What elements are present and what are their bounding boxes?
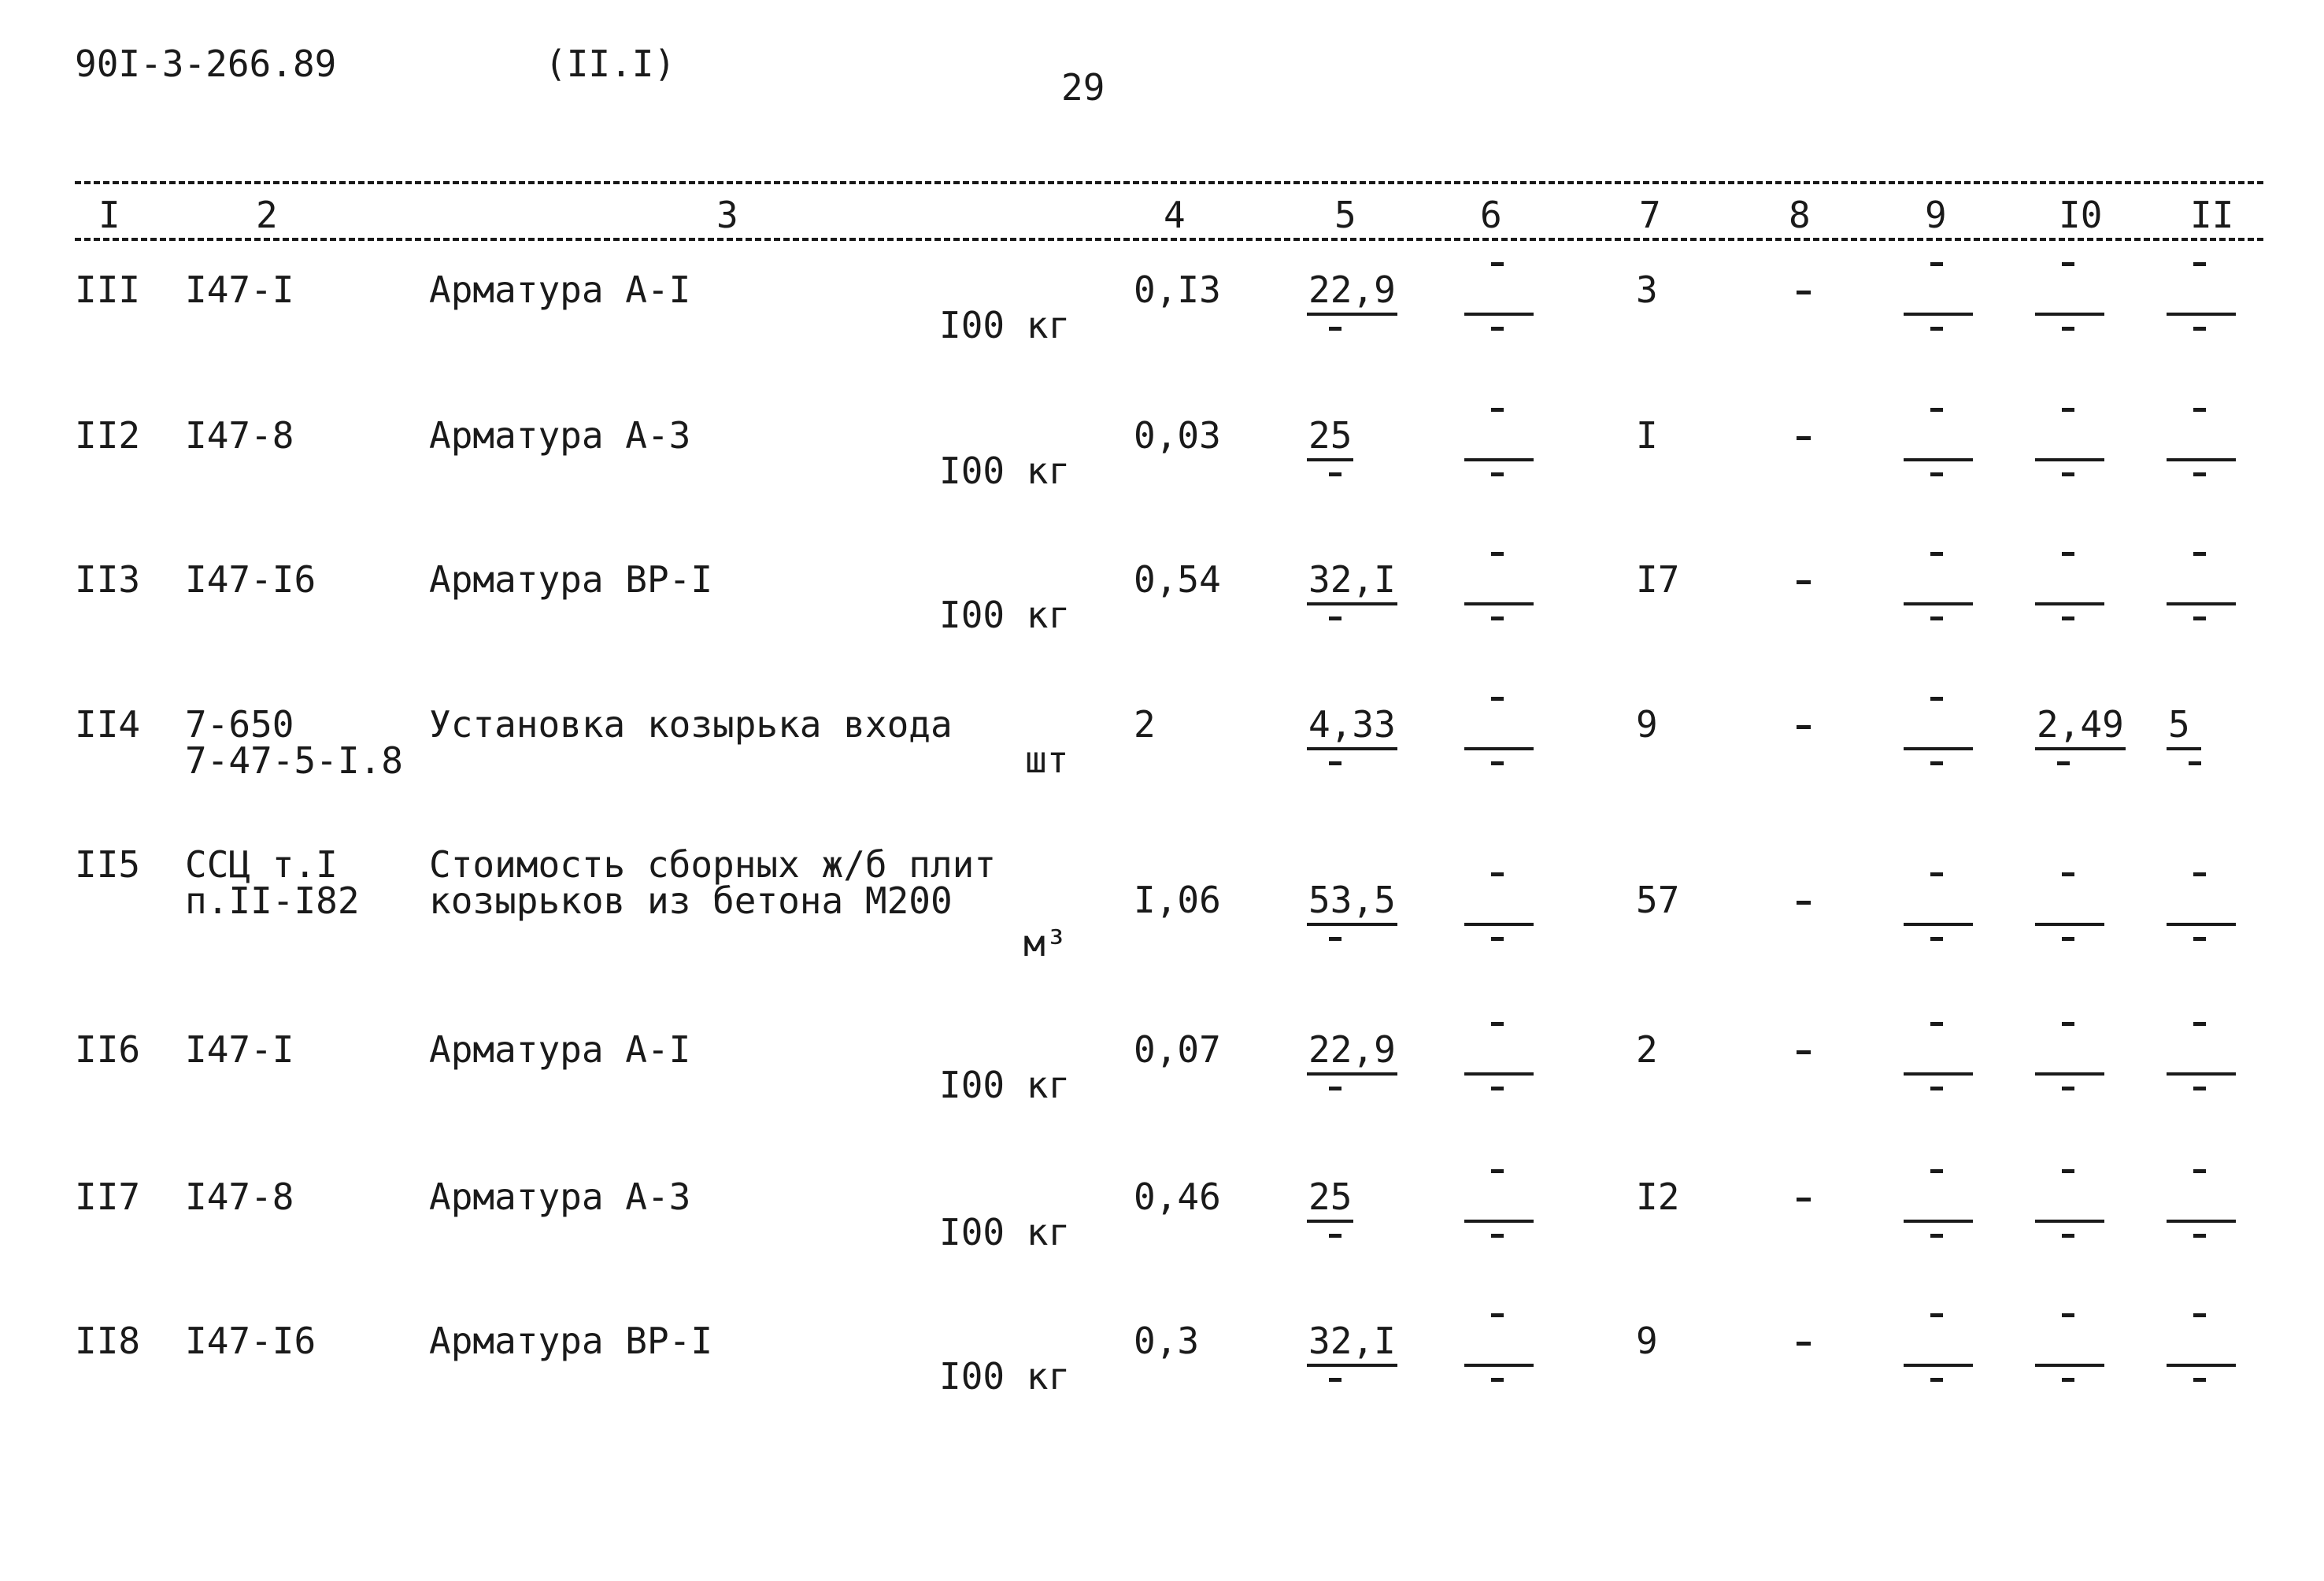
row-quantity: 0,54 [1134,558,1221,601]
col10-fraction-value [2035,1031,2104,1076]
col6-fraction [1464,417,1534,476]
col5-fraction-value: 4,33 [1307,706,1397,750]
empty-mark [2062,408,2074,412]
row-name: Стоимость сборных ж/б плит [429,843,997,886]
col6-fraction [1464,561,1534,620]
col8-dash [1797,436,1811,440]
denominator-dash [2193,472,2206,476]
denominator-dash [1329,472,1341,476]
col5-fraction [1307,703,1397,765]
row-code: 7-650 [185,703,294,746]
col7-value: I2 [1636,1176,1680,1218]
empty-mark [2062,872,2074,876]
col5-fraction [1307,558,1397,620]
row-name: козырьков из бетона М200 [429,879,953,922]
column-header: 5 [1334,194,1356,236]
empty-mark [1491,697,1504,701]
col5-fraction-value: 22,9 [1307,272,1397,316]
col11-fraction [2167,703,2201,765]
row-code: I47-I6 [185,1320,316,1362]
denominator-dash [1930,937,1943,941]
col7-value: 9 [1636,703,1658,746]
col10-fraction-value [2035,272,2104,316]
empty-mark [1491,872,1504,876]
row-unit: I00 кг [939,450,1071,492]
row-quantity: 0,03 [1134,414,1221,457]
denominator-dash [1930,616,1943,620]
col5-fraction [1307,1320,1397,1382]
denominator-dash [1329,1378,1341,1382]
col9-fraction-value [1904,272,1973,316]
col10-fraction [2035,882,2104,941]
row-unit: I00 кг [939,1355,1071,1398]
denominator-dash [2062,327,2074,331]
denominator-dash [1329,616,1341,620]
empty-mark [2062,1313,2074,1317]
col7-value: 57 [1636,879,1680,921]
denominator-dash [2057,761,2070,765]
row-name: Арматура ВР-I [429,1320,713,1362]
row-number: II4 [75,703,141,746]
col11-fraction-value: 5 [2167,706,2201,750]
col10-fraction [2035,703,2126,765]
denominator-dash [1930,1378,1943,1382]
col5-fraction [1307,1028,1397,1090]
col9-fraction [1904,1323,1973,1382]
col10-fraction-value [2035,561,2104,605]
denominator-dash [2193,1378,2206,1382]
denominator-dash [1329,1234,1341,1238]
col8-dash [1797,725,1811,729]
header-rule-top [75,181,2263,184]
col6-fraction-value [1464,1179,1534,1223]
column-header: 8 [1789,194,1811,236]
row-code: I47-8 [185,1176,294,1218]
col9-fraction [1904,1031,1973,1090]
col11-fraction [2167,561,2236,620]
col8-dash [1797,1342,1811,1346]
col5-fraction-value: 25 [1307,1179,1353,1223]
col8-dash [1797,1198,1811,1201]
empty-mark [1930,552,1943,556]
row-number: II3 [75,558,141,601]
empty-mark [1930,1022,1943,1026]
col8-dash [1797,1050,1811,1054]
col10-fraction-value: 2,49 [2035,706,2126,750]
denominator-dash [1491,761,1504,765]
col10-fraction [2035,561,2104,620]
row-unit: I00 кг [939,594,1071,636]
denominator-dash [1930,1087,1943,1090]
row-quantity: 0,3 [1134,1320,1200,1362]
row-code: I47-8 [185,414,294,457]
col11-fraction [2167,417,2236,476]
col6-fraction [1464,272,1534,331]
denominator-dash [1329,761,1341,765]
denominator-dash [1329,1087,1341,1090]
col6-fraction [1464,1323,1534,1382]
col5-fraction [1307,268,1397,331]
col7-value: I [1636,414,1658,457]
row-number: II7 [75,1176,141,1218]
empty-mark [2062,552,2074,556]
empty-mark [1491,1169,1504,1173]
denominator-dash [1329,937,1341,941]
row-number: II8 [75,1320,141,1362]
col6-fraction [1464,706,1534,765]
empty-mark [1930,697,1943,701]
col9-fraction-value [1904,1179,1973,1223]
col11-fraction-value [2167,417,2236,461]
col9-fraction [1904,1179,1973,1238]
col5-fraction-value: 25 [1307,417,1353,461]
col11-fraction-value [2167,1031,2236,1076]
col9-fraction-value [1904,882,1973,926]
empty-mark [1930,262,1943,266]
col9-fraction-value [1904,706,1973,750]
col6-fraction-value [1464,882,1534,926]
col10-fraction [2035,272,2104,331]
column-header: 4 [1164,194,1186,236]
row-unit: I00 кг [939,1211,1071,1253]
col11-fraction-value [2167,1323,2236,1367]
col6-fraction [1464,1179,1534,1238]
empty-mark [1930,1313,1943,1317]
row-number: II5 [75,843,141,886]
column-header: I0 [2059,194,2103,236]
column-header: I [98,194,120,236]
empty-mark [1491,552,1504,556]
row-name: Арматура А-3 [429,414,691,457]
empty-mark [2062,262,2074,266]
denominator-dash [2193,616,2206,620]
col5-fraction [1307,879,1397,941]
col11-fraction [2167,1179,2236,1238]
col10-fraction [2035,1323,2104,1382]
denominator-dash [2193,1234,2206,1238]
col7-value: 9 [1636,1320,1658,1362]
col9-fraction-value [1904,1323,1973,1367]
col11-fraction-value [2167,882,2236,926]
section-number: (II.I) [545,43,676,85]
denominator-dash [1930,327,1943,331]
col5-fraction-value: 22,9 [1307,1031,1397,1076]
denominator-dash [2062,472,2074,476]
column-header: 9 [1925,194,1947,236]
denominator-dash [1930,472,1943,476]
col6-fraction-value [1464,706,1534,750]
denominator-dash [1491,937,1504,941]
col8-dash [1797,291,1811,294]
row-name: Арматура ВР-I [429,558,713,601]
col9-fraction-value [1904,1031,1973,1076]
col9-fraction [1904,417,1973,476]
denominator-dash [2062,1234,2074,1238]
col5-fraction-value: 53,5 [1307,882,1397,926]
col9-fraction [1904,882,1973,941]
col11-fraction [2167,882,2236,941]
denominator-dash [1491,327,1504,331]
empty-mark [2062,1169,2074,1173]
empty-mark [1491,1022,1504,1026]
header-rule-bottom [75,238,2263,241]
row-code: ССЦ т.I [185,843,338,886]
col5-fraction [1307,1176,1353,1238]
empty-mark [1491,1313,1504,1317]
denominator-dash [1491,472,1504,476]
column-header: 2 [256,194,278,236]
col7-value: 2 [1636,1028,1658,1071]
empty-mark [2193,552,2206,556]
denominator-dash [2062,937,2074,941]
denominator-dash [1491,1234,1504,1238]
empty-mark [1930,1169,1943,1173]
row-unit: шт [1025,739,1069,781]
col5-fraction-value: 32,I [1307,561,1397,605]
empty-mark [2193,262,2206,266]
row-quantity: 2 [1134,703,1156,746]
col5-fraction-value: 32,I [1307,1323,1397,1367]
row-code: I47-I6 [185,558,316,601]
row-quantity: I,06 [1134,879,1221,921]
row-code: I47-I [185,268,294,311]
col10-fraction-value [2035,1323,2104,1367]
denominator-dash [2193,1087,2206,1090]
col10-fraction [2035,1179,2104,1238]
row-code: п.II-I82 [185,879,360,922]
denominator-dash [1491,1087,1504,1090]
row-quantity: 0,07 [1134,1028,1221,1071]
empty-mark [2193,1169,2206,1173]
row-number: III [75,268,141,311]
col9-fraction-value [1904,417,1973,461]
row-number: II2 [75,414,141,457]
col7-value: I7 [1636,558,1680,601]
denominator-dash [1491,616,1504,620]
row-unit: м³ [1023,922,1068,965]
col6-fraction [1464,882,1534,941]
col6-fraction-value [1464,561,1534,605]
col10-fraction-value [2035,882,2104,926]
denominator-dash [2193,327,2206,331]
col11-fraction [2167,1031,2236,1090]
row-unit: I00 кг [939,1064,1071,1106]
row-quantity: 0,I3 [1134,268,1221,311]
row-quantity: 0,46 [1134,1176,1221,1218]
col11-fraction-value [2167,561,2236,605]
col6-fraction-value [1464,417,1534,461]
denominator-dash [2062,616,2074,620]
col6-fraction-value [1464,272,1534,316]
col9-fraction [1904,706,1973,765]
col10-fraction [2035,417,2104,476]
col11-fraction [2167,272,2236,331]
col10-fraction [2035,1031,2104,1090]
empty-mark [1491,262,1504,266]
col10-fraction-value [2035,1179,2104,1223]
col6-fraction-value [1464,1323,1534,1367]
denominator-dash [2062,1378,2074,1382]
denominator-dash [1329,327,1341,331]
row-name: Арматура А-I [429,268,691,311]
col10-fraction-value [2035,417,2104,461]
row-name: Арматура А-I [429,1028,691,1071]
doc-code: 90I-3-266.89 [75,43,337,85]
row-code: 7-47-5-I.8 [185,739,403,782]
row-code: I47-I [185,1028,294,1071]
row-name: Установка козырька входа [429,703,953,746]
column-header: 7 [1639,194,1661,236]
denominator-dash [2193,937,2206,941]
col6-fraction-value [1464,1031,1534,1076]
row-name: Арматура А-3 [429,1176,691,1218]
col11-fraction-value [2167,272,2236,316]
col7-value: 3 [1636,268,1658,311]
col11-fraction-value [2167,1179,2236,1223]
empty-mark [2193,1313,2206,1317]
col8-dash [1797,901,1811,905]
empty-mark [2193,872,2206,876]
col8-dash [1797,580,1811,584]
empty-mark [1930,408,1943,412]
col9-fraction [1904,272,1973,331]
col11-fraction [2167,1323,2236,1382]
denominator-dash [2062,1087,2074,1090]
denominator-dash [1491,1378,1504,1382]
page-number: 29 [1061,66,1105,109]
denominator-dash [2189,761,2201,765]
empty-mark [2193,408,2206,412]
empty-mark [2062,1022,2074,1026]
col9-fraction [1904,561,1973,620]
denominator-dash [1930,761,1943,765]
denominator-dash [1930,1234,1943,1238]
column-header: II [2190,194,2234,236]
col9-fraction-value [1904,561,1973,605]
row-number: II6 [75,1028,141,1071]
column-header: 6 [1480,194,1502,236]
row-unit: I00 кг [939,304,1071,346]
empty-mark [1930,872,1943,876]
col5-fraction [1307,414,1353,476]
column-header: 3 [716,194,738,236]
col6-fraction [1464,1031,1534,1090]
empty-mark [2193,1022,2206,1026]
empty-mark [1491,408,1504,412]
